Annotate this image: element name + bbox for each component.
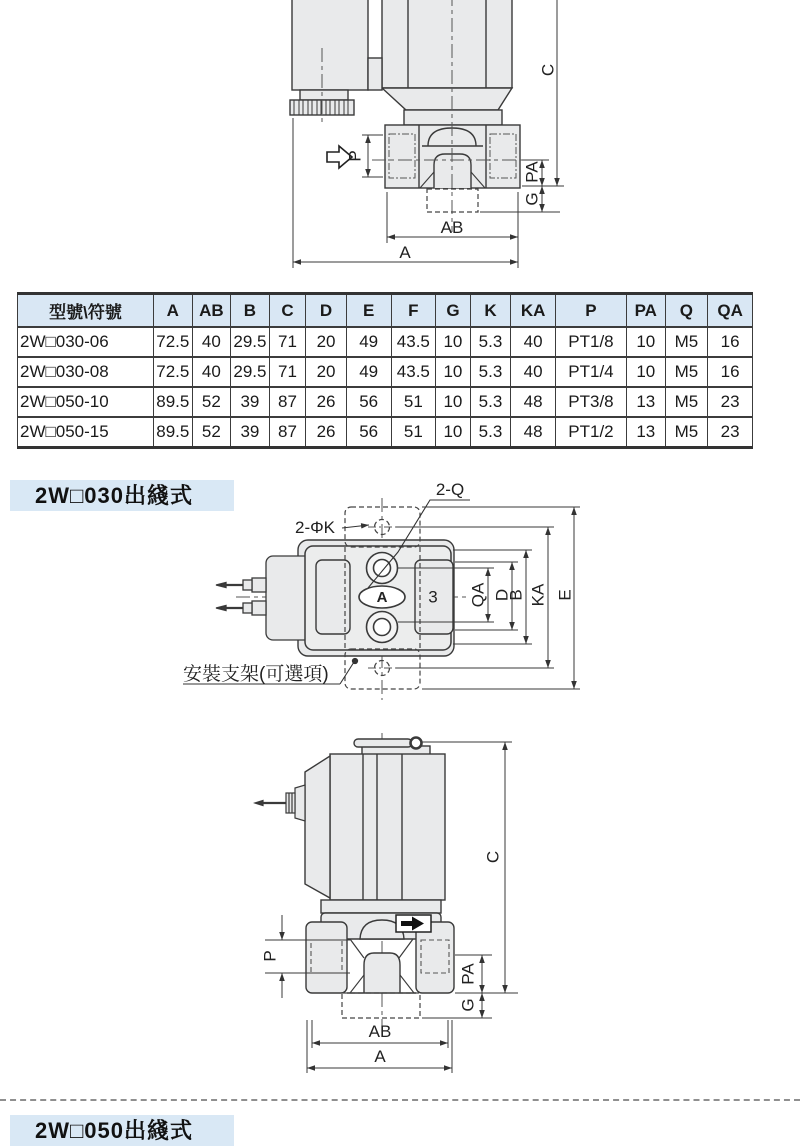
flow-arrow-box xyxy=(396,915,431,932)
col-header: KA xyxy=(511,294,556,328)
dim-label-b: B xyxy=(506,589,526,601)
table-header-row xyxy=(18,294,753,328)
col-header: G xyxy=(436,294,471,328)
col-header: K xyxy=(470,294,511,328)
drawing-side-view-bottom xyxy=(0,725,800,1080)
col-header: E xyxy=(346,294,391,328)
clip-ring xyxy=(411,738,422,749)
col-header: 型號\符號 xyxy=(18,294,154,328)
model-cell: 2W□030-06 xyxy=(18,327,154,357)
dim-label-ka: KA xyxy=(528,583,548,607)
col-header: C xyxy=(269,294,306,328)
col-header: D xyxy=(306,294,347,328)
dim-label-g: G xyxy=(458,998,478,1012)
col-header: B xyxy=(231,294,270,328)
table-row: 2W□030-06 72.5 40 29.5 71 20 49 43.5 10 5.3 40 PT1/8 10 M5 16 xyxy=(18,327,753,357)
dim-label-pa: PA xyxy=(522,161,542,183)
drawing-side-view-top xyxy=(0,0,800,280)
din-connector xyxy=(290,0,382,115)
table-row: 2W□030-08 72.5 40 29.5 71 20 49 43.5 10 5.3 40 PT1/4 10 M5 16 xyxy=(18,357,753,387)
coil-top-view xyxy=(216,556,318,640)
dim-label-ab: AB xyxy=(440,218,464,237)
dim-label-p: P xyxy=(260,950,280,962)
col-header: A xyxy=(154,294,193,328)
col-header: AB xyxy=(192,294,231,328)
cable-entry xyxy=(255,785,305,821)
dim-label-qa: QA xyxy=(468,582,488,608)
model-cell: 2W□050-10 xyxy=(18,387,154,417)
port-count-label: 3 xyxy=(428,587,438,607)
col-header: F xyxy=(391,294,436,328)
dimension-table xyxy=(17,292,753,449)
dim-label-pa: PA xyxy=(458,963,478,985)
dashed-separator xyxy=(0,1099,800,1101)
dim-label-g: G xyxy=(522,192,542,206)
dim-label-d: D xyxy=(492,588,512,602)
retaining-clip xyxy=(354,739,412,747)
col-header: PA xyxy=(627,294,666,328)
left-port xyxy=(306,922,347,993)
mounting-bracket-dashed xyxy=(342,993,420,1018)
model-cell: 2W□050-15 xyxy=(18,417,154,448)
col-header: Q xyxy=(665,294,708,328)
valve-body xyxy=(306,900,454,993)
dim-label-e: E xyxy=(555,589,575,601)
dim-label-c: C xyxy=(483,850,503,864)
dim-label-p: P xyxy=(345,150,365,162)
table-row: 2W□050-15 89.5 52 39 87 26 56 51 10 5.3 48 PT1/2 13 M5 23 xyxy=(18,417,753,448)
model-cell: 2W□030-08 xyxy=(18,357,154,387)
section-title-2w050: 2W□050出綫式 xyxy=(10,1115,234,1146)
col-header: P xyxy=(555,294,626,328)
valve-stem xyxy=(364,953,400,993)
col-header: QA xyxy=(708,294,753,328)
dim-label-a: A xyxy=(399,243,411,262)
bracket-note: 安裝支架(可選項) xyxy=(183,664,329,685)
label-2-q: 2-Q xyxy=(435,480,465,499)
solenoid-coil xyxy=(382,0,512,125)
label-2-phik: 2-ΦK xyxy=(294,518,336,537)
table-row: 2W□050-10 89.5 52 39 87 26 56 51 10 5.3 48 PT3/8 13 M5 23 xyxy=(18,387,753,417)
dim-label-a: A xyxy=(374,1047,386,1066)
section-title-2w030: 2W□030出綫式 xyxy=(10,480,234,511)
drawing-top-view xyxy=(0,462,800,712)
brand-logo-a: A xyxy=(376,588,388,606)
solenoid-coil xyxy=(305,738,445,901)
dim-label-ab: AB xyxy=(368,1022,392,1041)
dim-label-c: C xyxy=(538,63,558,77)
